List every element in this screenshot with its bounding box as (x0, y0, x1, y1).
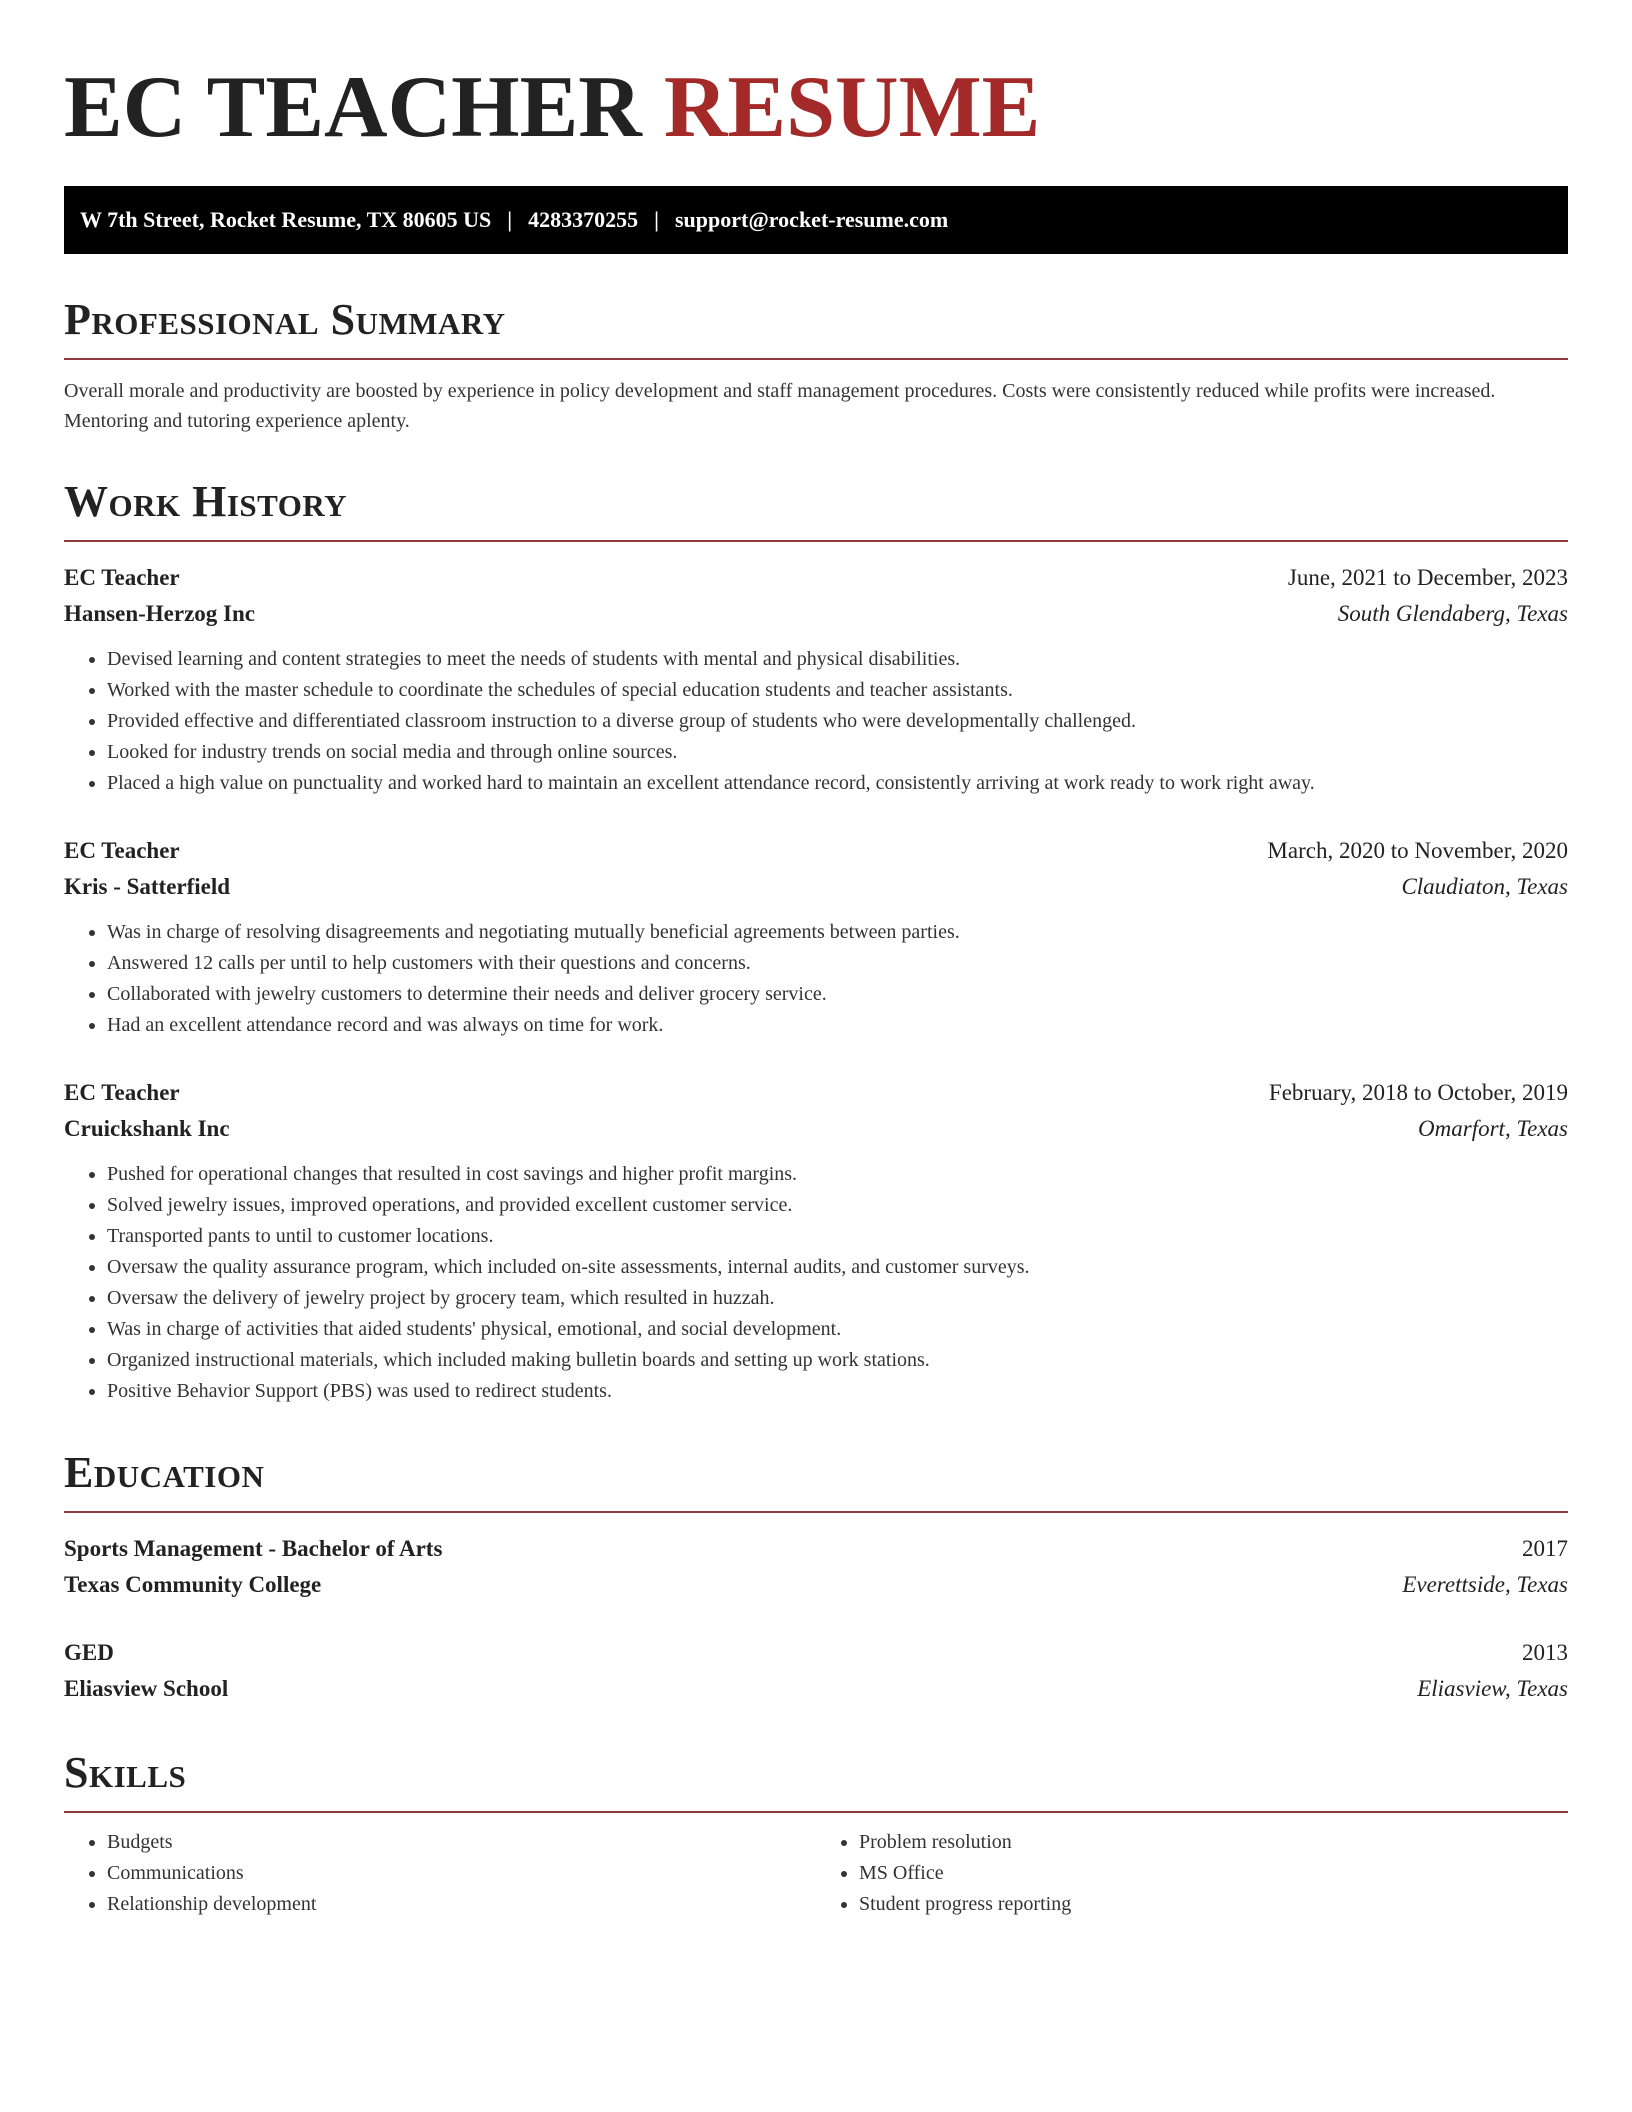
education-section (64, 1448, 1568, 1707)
contact-email[interactable]: support@rocket-resume.com (674, 207, 949, 232)
edu-school: Eliasview School (64, 1676, 229, 1701)
job-entry (64, 560, 1568, 799)
job-bullet: • Placed a high value on punctuality and worked hard to maintain an excellent attendance record, consistently arriving at work ready to work right away. (107, 768, 1568, 799)
job-bullet: • Pushed for operational changes that resulted in cost savings and higher profit margins. (107, 1159, 1568, 1190)
job-location: South Glendaberg, Texas (1337, 601, 1568, 626)
job-bullet: • Organized instructional materials, which included making bulletin boards and setting up work stations. (107, 1345, 1568, 1376)
job-bullet: • Worked with the master schedule to coordinate the schedules of special education students and teacher assistants. (107, 675, 1568, 706)
job-bullet: • Oversaw the delivery of jewelry project by grocery team, which resulted in huzzah. (107, 1283, 1568, 1314)
job-dates: March, 2020 to November, 2020 (1267, 838, 1568, 863)
job-bullet: • Had an excellent attendance record and was always on time for work. (107, 1010, 1568, 1041)
job-entry (64, 833, 1568, 1041)
skill-item: • Student progress reporting (859, 1889, 1568, 1920)
skills-section (64, 1748, 1568, 1920)
summary-heading: Professional Summary (64, 298, 1568, 360)
job-location: Omarfort, Texas (1418, 1116, 1568, 1141)
contact-separator: | (507, 207, 513, 232)
job-bullets (64, 1159, 1568, 1407)
job-bullet: • Collaborated with jewelry customers to determine their needs and deliver grocery service. (107, 979, 1568, 1010)
job-dates: June, 2021 to December, 2023 (1287, 565, 1568, 590)
edu-year: 2013 (1522, 1640, 1568, 1665)
title-accent: RESUME (663, 59, 1041, 156)
education-heading: Education (64, 1451, 1568, 1513)
title-main: EC TEACHER (64, 59, 642, 156)
job-bullet: • Positive Behavior Support (PBS) was used to redirect students. (107, 1376, 1568, 1407)
edu-year: 2017 (1522, 1536, 1568, 1561)
skills-column-right (816, 1827, 1568, 1920)
job-dates: February, 2018 to October, 2019 (1268, 1080, 1568, 1105)
job-title: EC Teacher (64, 1080, 180, 1105)
job-title: EC Teacher (64, 565, 180, 590)
edu-degree: GED (64, 1640, 114, 1665)
resume-title (64, 56, 1568, 156)
job-company: Hansen-Herzog Inc (64, 601, 256, 626)
job-bullet: • Was in charge of resolving disagreements and negotiating mutually beneficial agreements between parties. (107, 917, 1568, 948)
summary-text: Overall morale and productivity are boosted by experience in policy development and staff management procedures. Costs were consistently reduced while profits were increased. Mentoring and tutoring experience aplenty. (64, 380, 1496, 432)
job-title: EC Teacher (64, 838, 180, 863)
contact-bar (64, 186, 1568, 254)
contact-phone[interactable]: 4283370255 (528, 207, 639, 232)
job-location: Claudiaton, Texas (1401, 874, 1568, 899)
contact-separator: | (654, 207, 659, 232)
job-entry (64, 1075, 1568, 1407)
edu-location: Eliasview, Texas (1417, 1676, 1568, 1701)
education-entry (64, 1635, 1568, 1707)
job-bullet: • Devised learning and content strategies to meet the needs of students with mental and physical disabilities. (107, 644, 1568, 675)
education-entry (64, 1531, 1568, 1603)
skills-list (64, 1827, 1568, 1920)
job-bullet: • Transported pants to until to customer locations. (107, 1221, 1568, 1252)
job-bullet: • Answered 12 calls per until to help customers with their questions and concerns. (107, 948, 1568, 979)
contact-address: W 7th Street, Rocket Resume, TX 80605 US (80, 207, 492, 232)
job-bullet: • Provided effective and differentiated classroom instruction to a diverse group of students who were developmentally challenged. (107, 706, 1568, 737)
job-company: Kris - Satterfield (64, 874, 231, 899)
edu-location: Everettside, Texas (1402, 1572, 1568, 1597)
skill-item: • Budgets (107, 1827, 816, 1858)
edu-degree: Sports Management - Bachelor of Arts (64, 1536, 443, 1561)
job-bullet: • Solved jewelry issues, improved operations, and provided excellent customer service. (107, 1190, 1568, 1221)
skills-heading: Skills (64, 1751, 1568, 1813)
job-bullets (64, 917, 1568, 1041)
skill-item: • Problem resolution (859, 1827, 1568, 1858)
skill-item: • MS Office (859, 1858, 1568, 1889)
work-history-section (64, 477, 1568, 1407)
job-bullet: • Looked for industry trends on social media and through online sources. (107, 737, 1568, 768)
skill-item: • Communications (107, 1858, 816, 1889)
skill-item: • Relationship development (107, 1889, 816, 1920)
job-bullet: • Oversaw the quality assurance program, which included on-site assessments, internal audits, and customer surveys. (107, 1252, 1568, 1283)
skills-column-left (64, 1827, 816, 1920)
summary-section (64, 295, 1568, 436)
job-company: Cruickshank Inc (64, 1116, 230, 1141)
work-history-heading: Work History (64, 480, 1568, 542)
edu-school: Texas Community College (64, 1572, 322, 1597)
job-bullets (64, 644, 1568, 799)
job-bullet: • Was in charge of activities that aided students' physical, emotional, and social development. (107, 1314, 1568, 1345)
